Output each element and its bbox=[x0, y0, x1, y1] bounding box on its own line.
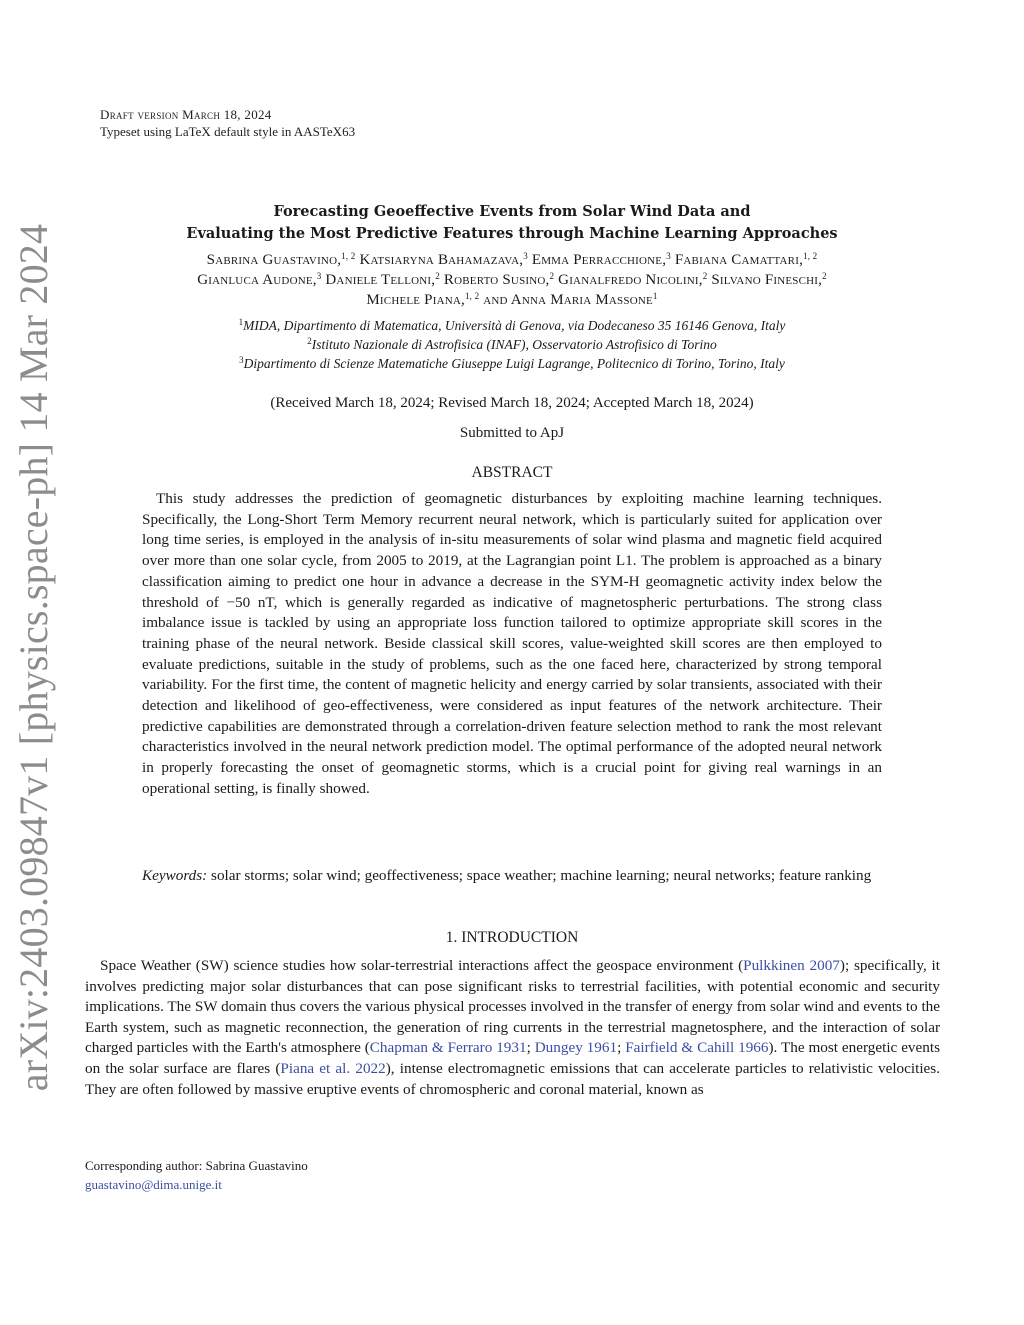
submitted-journal: Submitted to ApJ bbox=[459, 425, 565, 441]
abstract-heading: ABSTRACT bbox=[471, 464, 553, 481]
affiliation-item: $^3$Dipartimento di Scienze Matematiche Giuseppe Luigi Lagrange, Politecnico di Torino, Torino, Italy bbox=[239, 355, 785, 371]
author-email-link[interactable]: guastavino@dima.unige.it bbox=[85, 1177, 222, 1192]
corresponding-author-footnote bbox=[85, 1156, 308, 1194]
author-line-3 bbox=[120, 290, 904, 310]
citation-link[interactable]: Dungey 1961 bbox=[534, 1039, 618, 1057]
draft-version-label: Draft version March 18, 2024 bbox=[100, 107, 272, 122]
title-line-2: Evaluating the Most Predictive Features through Machine Learning Approaches bbox=[186, 225, 838, 242]
paper-title bbox=[140, 201, 884, 245]
arxiv-stamp-text: arXiv:2403.09847v1 [physics.space-ph] 14 Mar 2024 bbox=[11, 223, 57, 1091]
author: Fabiana Camattari,$^{1, 2}$ bbox=[674, 251, 818, 268]
author: Daniele Telloni,$^2$ bbox=[325, 271, 440, 288]
affiliation-list bbox=[150, 316, 874, 373]
author: and Anna Maria Massone$^1$ bbox=[483, 291, 658, 308]
typeset-line: Typeset using LaTeX default style in AASTeX63 bbox=[100, 124, 356, 139]
author: Katsiaryna Bahamazava,$^3$ bbox=[359, 251, 528, 268]
author: Gianalfredo Nicolini,$^2$ bbox=[558, 271, 708, 288]
author: Michele Piana,$^{1, 2}$ bbox=[366, 291, 480, 308]
author: Roberto Susino,$^2$ bbox=[443, 271, 555, 288]
author-line-1 bbox=[120, 250, 904, 270]
section-heading-introduction: 1. INTRODUCTION bbox=[445, 929, 579, 946]
introduction-paragraph: Space Weather (SW) science studies how solar-terrestrial interactions affect the geospace environment (Pulkkinen 2007); specifically, it involves predicting major solar disturbances that can pose significant risks to terrestrial facilities, with potential economic and security implications. The SW domain thus covers the various physical processes involved in the transfer of energy from solar wind and events to the Earth system, such as magnetic reconnection, the generation of ring currents in the terrestrial magnetosphere, and the interaction of solar charged particles with the Earth's atmosphere (Chapman & Ferraro 1931; Dungey 1961; Fairfield & Cahill 1966). The most energetic events on the solar surface are flares (Piana et al. 2022), intense electromagnetic emissions that can accelerate particles to relativistic velocities. They are often followed by massive eruptive events of chromospheric and coronal material, known as bbox=[85, 957, 940, 1098]
keywords-line bbox=[142, 866, 882, 887]
author: Sabrina Guastavino,$^{1, 2}$ bbox=[206, 251, 356, 268]
author: Emma Perracchione,$^3$ bbox=[531, 251, 671, 268]
affiliation-item: $^2$Istituto Nazionale di Astrofisica (INAF), Osservatorio Astrofisico di Torino bbox=[307, 336, 717, 352]
latex-logo: LaTeX bbox=[174, 124, 211, 139]
title-line-1: Forecasting Geoeffective Events from Solar Wind Data and bbox=[273, 203, 751, 220]
abstract-body: This study addresses the prediction of geomagnetic disturbances by exploiting machine learning techniques. Specifically, the Long-Short Term Memory recurrent neural network, which is particularly suited for application over long time series, is employed in the analysis of in-situ measurements of solar wind plasma and magnetic field acquired over more than one solar cycle, from 2005 to 2019, at the Lagrangian point L1. The problem is approached as a binary classification aiming to predict one hour in advance a decrease in the SYM-H geomagnetic activity index below the threshold of −50 nT, which is generally regarded as indicative of magnetospheric perturbations. The strong class imbalance issue is tackled by using an appropriate loss function tailored to optimize appropriate skill scores in the training phase of the neural network. Beside classical skill scores, value-weighted skill scores are then employed to evaluate predictions, suitable in the study of problems, such as the one faced here, characterized by strong temporal variability. For the first time, the content of magnetic helicity and energy carried by solar transients, associated with their detection and likelihood of geo-effectiveness, were considered as input features of the network architecture. Their predictive capabilities are demonstrated through a correlation-driven feature selection method to rank the most relevant characteristics involved in the neural network prediction model. The optimal performance of the adopted neural network in properly forecasting the onset of geomagnetic storms, which is a crucial point for giving real warnings in an operational setting, is finally showed. bbox=[142, 490, 882, 797]
author: Silvano Fineschi,$^2$ bbox=[711, 271, 827, 288]
author: Gianluca Audone,$^3$ bbox=[197, 271, 322, 288]
keywords-label: Keywords: bbox=[142, 867, 208, 884]
citation-link[interactable]: Fairfield & Cahill 1966 bbox=[625, 1039, 769, 1057]
affiliation-item: $^1$MIDA, Dipartimento di Matematica, Università di Genova, via Dodecaneso 35 16146 Genova, Italy bbox=[238, 317, 786, 333]
draft-header bbox=[100, 106, 355, 140]
citation-link[interactable]: Pulkkinen 2007 bbox=[743, 957, 840, 974]
author-line-2 bbox=[120, 270, 904, 290]
corresponding-author: Corresponding author: Sabrina Guastavino bbox=[85, 1158, 308, 1173]
keywords-text: solar storms; solar wind; geoffectiveness; space weather; machine learning; neural networks; feature ranking bbox=[211, 867, 872, 884]
citation-link[interactable]: Chapman & Ferraro 1931 bbox=[369, 1039, 527, 1057]
received-dates: (Received March 18, 2024; Revised March 18, 2024; Accepted March 18, 2024) bbox=[270, 395, 754, 411]
citation-link[interactable]: Piana et al. 2022 bbox=[280, 1059, 386, 1077]
arxiv-identifier-stamp bbox=[6, 223, 62, 1091]
author-list bbox=[120, 250, 904, 310]
